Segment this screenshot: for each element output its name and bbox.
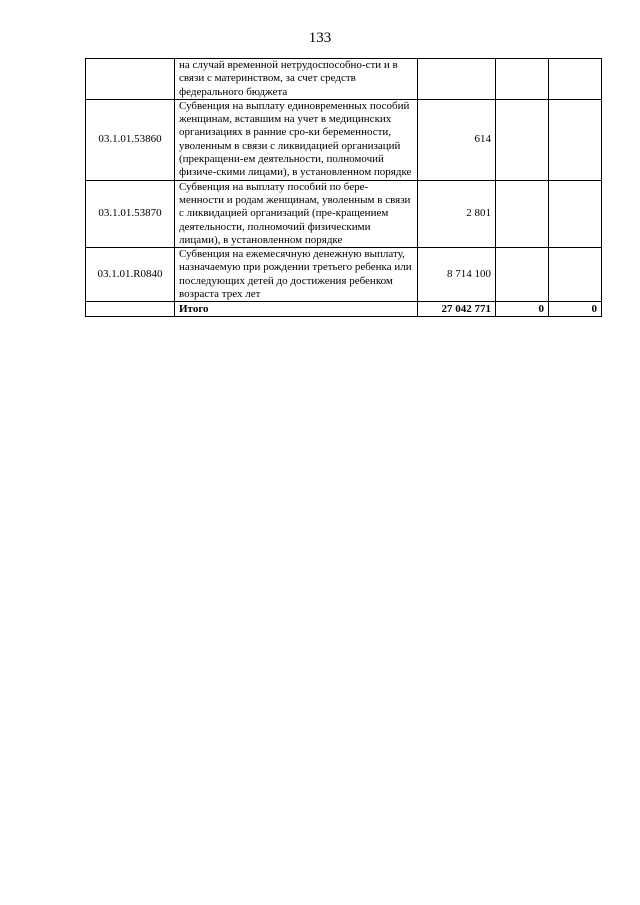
column-4-cell (496, 248, 549, 302)
amount-cell (418, 59, 496, 100)
budget-code-cell: 03.1.01.53870 (86, 180, 175, 247)
column-4-cell (496, 99, 549, 180)
amount-cell: 614 (418, 99, 496, 180)
total-label: Итого (175, 302, 418, 317)
table-row (86, 248, 602, 302)
amount-cell: 2 801 (418, 180, 496, 247)
budget-table (85, 58, 602, 317)
budget-code-cell: 03.1.01.R0840 (86, 248, 175, 302)
table-row (86, 59, 602, 100)
total-row (86, 302, 602, 317)
column-4-cell (496, 59, 549, 100)
column-5-cell (549, 99, 602, 180)
column-5-cell (549, 248, 602, 302)
table-row (86, 180, 602, 247)
table-row (86, 99, 602, 180)
description-cell: Субвенция на выплату пособий по бере-менности и родам женщинам, уволенным в связи с ликвидацией организаций (пре-кращением деятельности, полномочий физическими лицами), в установленном порядке (175, 180, 418, 247)
total-column-5: 0 (549, 302, 602, 317)
column-4-cell (496, 180, 549, 247)
column-5-cell (549, 180, 602, 247)
column-5-cell (549, 59, 602, 100)
description-cell: Субвенция на ежемесячную денежную выплату, назначаемую при рождении третьего ребенка или последующих детей до достижения ребенком возраста трех лет (175, 248, 418, 302)
total-column-4: 0 (496, 302, 549, 317)
page-number: 133 (308, 30, 332, 46)
budget-code-cell (86, 59, 175, 100)
description-cell: на случай временной нетрудоспособно-сти и в связи с материнством, за счет средств федерального бюджета (175, 59, 418, 100)
amount-cell: 8 714 100 (418, 248, 496, 302)
budget-code-cell: 03.1.01.53860 (86, 99, 175, 180)
total-amount: 27 042 771 (418, 302, 496, 317)
description-cell: Субвенция на выплату единовременных пособий женщинам, вставшим на учет в медицинских организациях в ранние сро-ки беременности, уволенным в связи с ликвидацией организаций (прекращени-ем деятельности, полномочий физиче-скими лицами), в установленном порядке (175, 99, 418, 180)
total-code-cell (86, 302, 175, 317)
